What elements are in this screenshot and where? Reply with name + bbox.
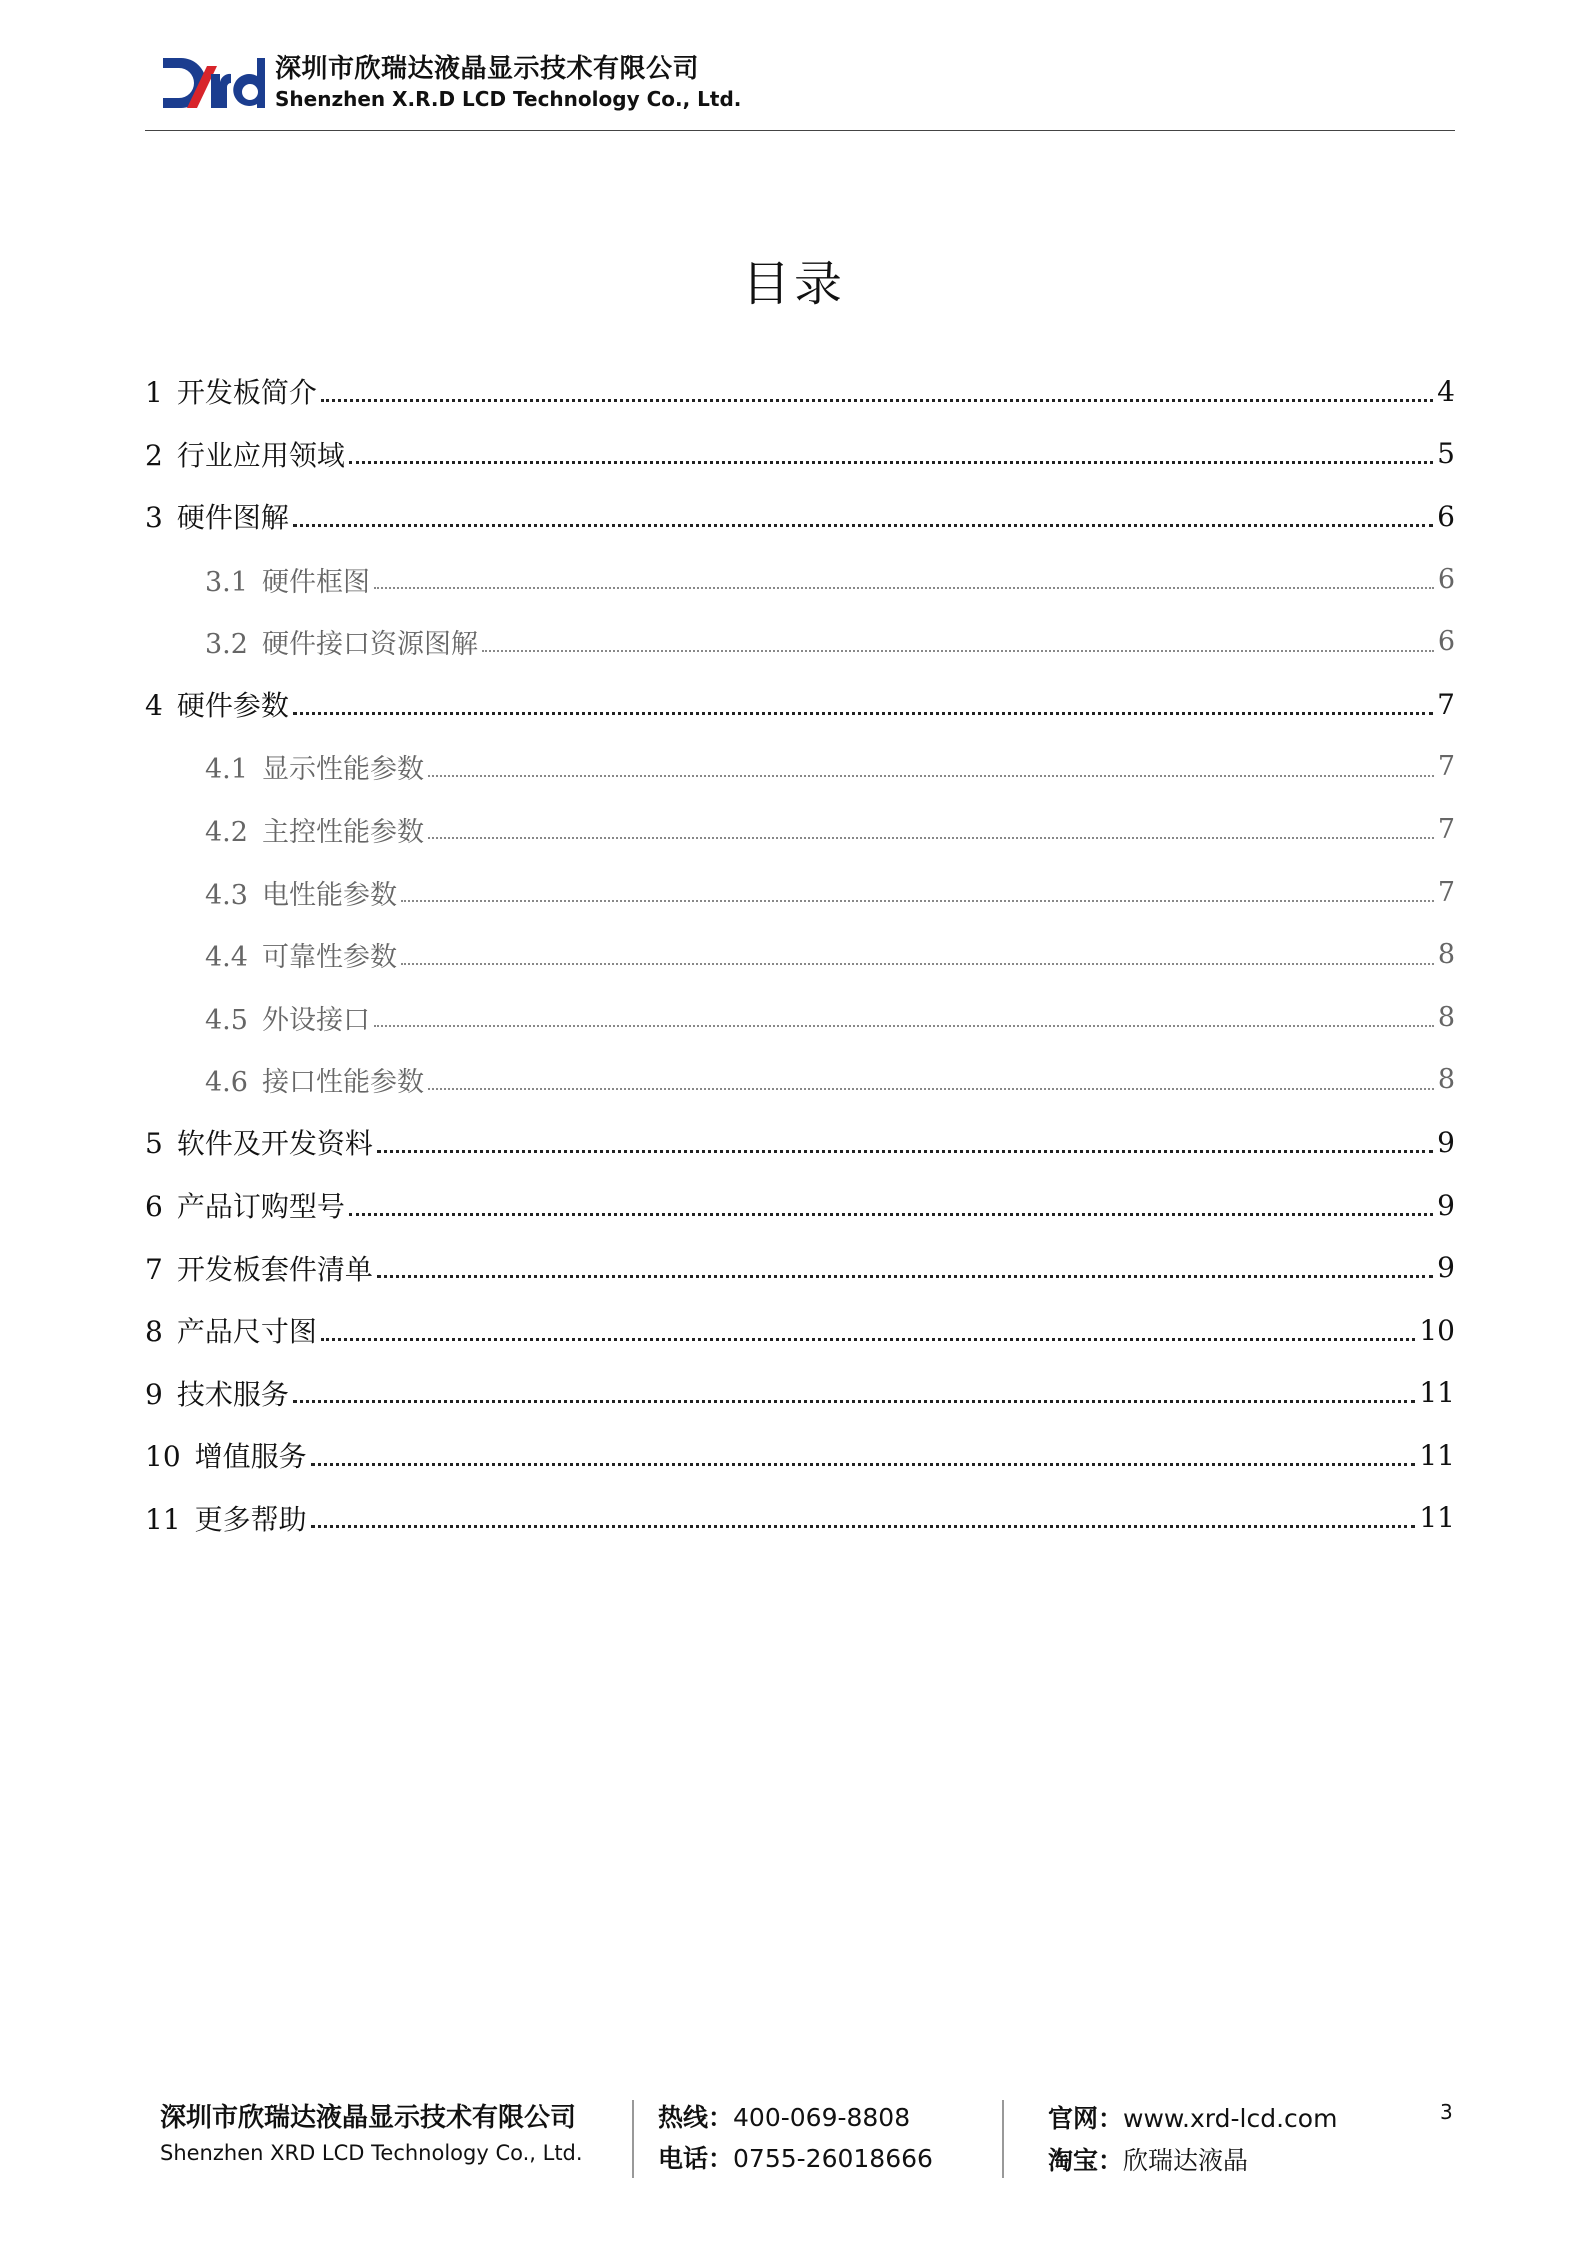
toc-entry-number: 7 bbox=[145, 1252, 163, 1286]
toc-entry-label bbox=[145, 1122, 375, 1162]
toc-leader-dots bbox=[311, 1463, 1416, 1466]
toc-entry-number: 9 bbox=[145, 1377, 163, 1411]
toc-entry-number: 8 bbox=[145, 1315, 163, 1349]
toc-entry-label bbox=[205, 747, 426, 786]
toc-entry[interactable] bbox=[145, 1424, 1455, 1487]
toc-leader-dots bbox=[428, 837, 1434, 839]
toc-entry-page: 11 bbox=[1419, 1501, 1455, 1535]
footer-web bbox=[1048, 2100, 1337, 2184]
toc-entry-page: 7 bbox=[1437, 813, 1455, 845]
toc-entry-text: 产品尺寸图 bbox=[176, 1315, 317, 1349]
toc-entry-page: 6 bbox=[1437, 499, 1455, 533]
toc-entry-label bbox=[205, 810, 426, 849]
toc-leader-dots bbox=[349, 461, 1433, 464]
page-footer bbox=[160, 2100, 1460, 2180]
header-company-cn: 深圳市欣瑞达液晶显示技术有限公司 bbox=[275, 54, 700, 84]
toc-entry-text: 技术服务 bbox=[176, 1377, 289, 1411]
toc-leader-dots bbox=[377, 1275, 1433, 1278]
toc-entry-label bbox=[145, 1373, 291, 1413]
toc-entry-label bbox=[145, 496, 291, 536]
toc-entry-text: 开发板套件清单 bbox=[176, 1252, 373, 1286]
toc-entry-number: 5 bbox=[145, 1127, 163, 1161]
toc-entry[interactable] bbox=[145, 798, 1455, 861]
toc-entry-text: 接口性能参数 bbox=[261, 1067, 424, 1099]
toc-leader-dots bbox=[374, 587, 1434, 589]
toc-entry-number: 3 bbox=[145, 501, 163, 535]
page-number: 3 bbox=[1440, 2100, 1453, 2124]
toc-entry[interactable] bbox=[145, 360, 1455, 423]
taobao-key: 淘宝： bbox=[1048, 2146, 1124, 2175]
header-company-en: Shenzhen X.R.D LCD Technology Co., Ltd. bbox=[275, 87, 742, 111]
toc-entry-page: 9 bbox=[1437, 1188, 1455, 1222]
toc-entry-text: 增值服务 bbox=[194, 1440, 307, 1474]
toc-entry-number: 4.5 bbox=[205, 1004, 248, 1036]
toc-entry-page: 5 bbox=[1437, 437, 1455, 471]
toc-entry-page: 6 bbox=[1437, 563, 1455, 595]
footer-company-cn: 深圳市欣瑞达液晶显示技术有限公司 bbox=[160, 2103, 577, 2133]
toc-entry-label bbox=[205, 998, 372, 1037]
footer-taobao bbox=[1048, 2138, 1337, 2184]
toc-entry-text: 硬件图解 bbox=[176, 501, 289, 535]
toc-entry-page: 9 bbox=[1437, 1251, 1455, 1285]
toc-entry-text: 显示性能参数 bbox=[261, 754, 424, 786]
toc-entry[interactable] bbox=[145, 548, 1455, 611]
toc-entry-label bbox=[145, 1185, 347, 1225]
toc-leader-dots bbox=[377, 1150, 1433, 1153]
toc-entry-number: 4.2 bbox=[205, 816, 248, 848]
toc-entry[interactable] bbox=[145, 1236, 1455, 1299]
toc-entry-page: 8 bbox=[1437, 1001, 1455, 1033]
toc-entry-page: 6 bbox=[1437, 626, 1455, 658]
website-key: 官网： bbox=[1048, 2104, 1124, 2133]
toc-leader-dots bbox=[293, 1400, 1416, 1403]
toc-entry-number: 1 bbox=[145, 376, 163, 410]
toc-entry-number: 4 bbox=[145, 689, 163, 723]
toc-entry-number: 10 bbox=[145, 1440, 181, 1474]
toc-entry-label bbox=[205, 1060, 426, 1099]
toc-leader-dots bbox=[321, 1338, 1416, 1341]
toc-leader-dots bbox=[374, 1025, 1434, 1027]
footer-website bbox=[1048, 2100, 1337, 2138]
toc-entry-text: 硬件框图 bbox=[261, 566, 370, 598]
toc-leader-dots bbox=[349, 1213, 1433, 1216]
company-logo-icon bbox=[159, 52, 269, 114]
toc-entry[interactable] bbox=[145, 1049, 1455, 1112]
toc-entry-text: 可靠性参数 bbox=[261, 942, 397, 974]
toc-entry-text: 硬件参数 bbox=[176, 689, 289, 723]
footer-divider bbox=[632, 2100, 634, 2178]
toc-leader-dots bbox=[293, 712, 1433, 715]
toc-entry-text: 外设接口 bbox=[261, 1004, 370, 1036]
toc-entry-label bbox=[145, 371, 319, 411]
toc-entry-label bbox=[145, 1435, 309, 1475]
phone-value: 0755-26018666 bbox=[733, 2144, 933, 2173]
hotline-key: 热线： bbox=[658, 2103, 734, 2132]
toc-entry[interactable] bbox=[145, 610, 1455, 673]
toc-entry-page: 7 bbox=[1437, 751, 1455, 783]
toc-leader-dots bbox=[428, 775, 1434, 777]
toc-entry-label bbox=[145, 1310, 319, 1350]
toc-entry[interactable] bbox=[145, 736, 1455, 799]
toc-entry[interactable] bbox=[145, 1111, 1455, 1174]
toc-entry-number: 3.2 bbox=[205, 629, 248, 661]
toc-entry-page: 7 bbox=[1437, 687, 1455, 721]
toc-entry-text: 行业应用领域 bbox=[176, 438, 345, 472]
toc-entry-page: 8 bbox=[1437, 939, 1455, 971]
header-company bbox=[275, 52, 741, 112]
toc-entry[interactable] bbox=[145, 673, 1455, 736]
toc-leader-dots bbox=[321, 399, 1433, 402]
toc-entry-label bbox=[145, 1248, 375, 1288]
toc-entry-text: 电性能参数 bbox=[261, 879, 397, 911]
toc-entry-number: 11 bbox=[145, 1502, 181, 1536]
toc-entry-page: 9 bbox=[1437, 1125, 1455, 1159]
toc-entry-page: 10 bbox=[1419, 1313, 1455, 1347]
toc-entry-label bbox=[145, 1498, 309, 1538]
toc-entry-label bbox=[205, 622, 480, 661]
toc-entry-number: 3.1 bbox=[205, 566, 248, 598]
toc-entry-page: 11 bbox=[1419, 1376, 1455, 1410]
toc-leader-dots bbox=[401, 900, 1434, 902]
toc-entry-number: 4.3 bbox=[205, 879, 248, 911]
table-of-contents bbox=[145, 360, 1455, 1549]
toc-leader-dots bbox=[482, 650, 1434, 652]
phone-key: 电话： bbox=[658, 2144, 734, 2173]
toc-entry-text: 更多帮助 bbox=[194, 1502, 307, 1536]
toc-entry[interactable] bbox=[145, 423, 1455, 486]
toc-entry-page: 7 bbox=[1437, 876, 1455, 908]
toc-entry-number: 4.6 bbox=[205, 1067, 248, 1099]
toc-entry-text: 产品订购型号 bbox=[176, 1190, 345, 1224]
website-link[interactable]: www.xrd-lcd.com bbox=[1123, 2104, 1338, 2133]
page-title: 目录 bbox=[741, 256, 846, 312]
footer-phone bbox=[658, 2136, 933, 2182]
hotline-value: 400-069-8808 bbox=[733, 2103, 911, 2132]
footer-contact bbox=[658, 2100, 933, 2182]
toc-entry[interactable] bbox=[145, 986, 1455, 1049]
page-header bbox=[145, 48, 1455, 131]
toc-leader-dots bbox=[401, 963, 1434, 965]
toc-leader-dots bbox=[293, 524, 1433, 527]
toc-entry-text: 软件及开发资料 bbox=[176, 1127, 373, 1161]
toc-entry-label bbox=[145, 434, 347, 474]
toc-entry-number: 4.1 bbox=[205, 754, 248, 786]
toc-entry-label bbox=[205, 560, 372, 599]
footer-company bbox=[160, 2100, 583, 2170]
footer-hotline bbox=[658, 2100, 933, 2136]
toc-entry[interactable] bbox=[145, 1174, 1455, 1237]
toc-entry-number: 4.4 bbox=[205, 942, 248, 974]
toc-entry[interactable] bbox=[145, 1362, 1455, 1425]
toc-entry-page: 4 bbox=[1437, 374, 1455, 408]
toc-entry-page: 11 bbox=[1419, 1438, 1455, 1472]
toc-entry-text: 主控性能参数 bbox=[261, 816, 424, 848]
toc-leader-dots bbox=[311, 1525, 1416, 1528]
toc-entry-text: 硬件接口资源图解 bbox=[261, 629, 478, 661]
toc-entry-label bbox=[205, 873, 399, 912]
toc-entry[interactable] bbox=[145, 861, 1455, 924]
toc-entry-number: 2 bbox=[145, 438, 163, 472]
toc-entry-label bbox=[145, 684, 291, 724]
toc-entry-number: 6 bbox=[145, 1190, 163, 1224]
footer-company-en: Shenzhen XRD LCD Technology Co., Ltd. bbox=[160, 2141, 583, 2165]
toc-entry[interactable] bbox=[145, 1299, 1455, 1362]
toc-entry-page: 8 bbox=[1437, 1064, 1455, 1096]
toc-leader-dots bbox=[428, 1088, 1434, 1090]
toc-entry-label bbox=[205, 935, 399, 974]
toc-entry[interactable] bbox=[145, 923, 1455, 986]
toc-entry[interactable] bbox=[145, 485, 1455, 548]
toc-entry[interactable] bbox=[145, 1487, 1455, 1550]
taobao-value: 欣瑞达液晶 bbox=[1123, 2146, 1249, 2175]
toc-entry-text: 开发板简介 bbox=[176, 376, 317, 410]
footer-divider bbox=[1002, 2100, 1004, 2178]
